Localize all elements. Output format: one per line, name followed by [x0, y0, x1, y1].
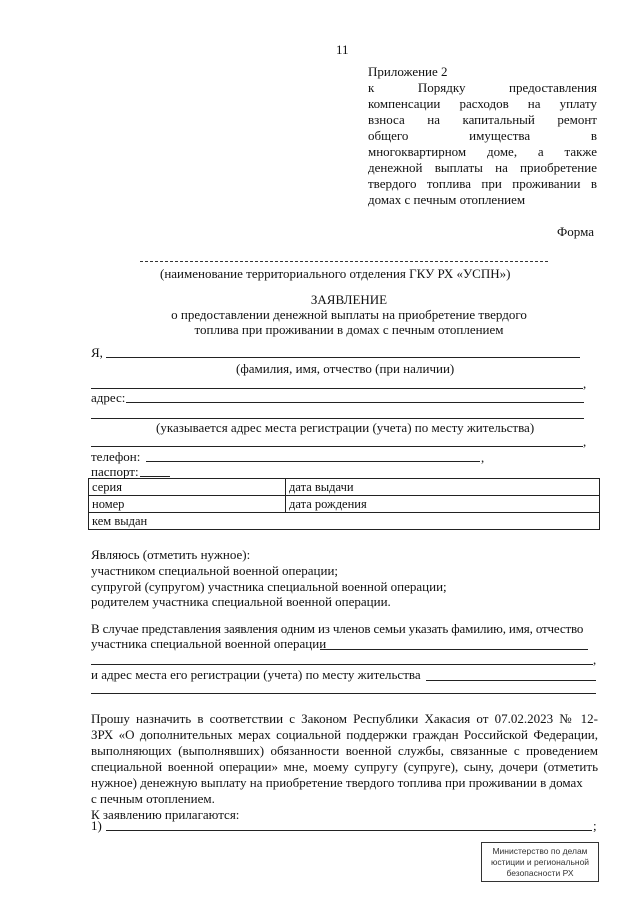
participant-address-field[interactable] [426, 680, 596, 681]
passport-label: паспорт: [91, 464, 139, 479]
i-label: Я, [91, 345, 103, 360]
request-line: специальной военной операции» мне, моему супругу (супруге), сыну, дочери (отметить [91, 759, 598, 774]
participant-name-field-continued[interactable] [91, 664, 593, 665]
comma: , [583, 434, 587, 449]
appendix-block [368, 64, 597, 208]
family-text: и адрес места его регистрации (учета) по месту жительства [91, 667, 421, 682]
issue-date-cell[interactable]: дата выдачи [286, 479, 600, 496]
participant-name-field[interactable] [320, 649, 588, 650]
status-heading: Являюсь (отметить нужное): [91, 547, 251, 562]
number-cell[interactable]: номер [89, 496, 286, 513]
page-number: 11 [336, 42, 349, 57]
status-option[interactable]: супругой (супругом) участника специальной военной операции; [91, 579, 447, 594]
address-field-continued[interactable] [91, 418, 584, 419]
ministry-stamp [481, 842, 599, 882]
participant-address-field-continued[interactable] [91, 693, 596, 694]
table-row [89, 513, 600, 530]
passport-table [88, 478, 600, 530]
request-line: с печным отоплением. [91, 791, 215, 806]
phone-field[interactable] [146, 461, 480, 462]
form-label: Форма [557, 224, 594, 239]
attachment-1-field[interactable] [106, 830, 592, 831]
fio-caption: (фамилия, имя, отчество (при наличии) [236, 361, 455, 376]
appendix-line: общего имущества в [368, 128, 597, 143]
table-row [89, 496, 600, 513]
request-line: ЗРХ «О дополнительных мерах социальной поддержки граждан Российской Федерации, [91, 727, 598, 742]
request-line: нужное) денежную выплату на приобретение твердого топлива при проживании в домах [91, 775, 583, 790]
family-text: В случае представления заявления одним из членов семьи указать фамилию, имя, отчество [91, 621, 584, 636]
table-row [89, 479, 600, 496]
org-name-field[interactable] [140, 261, 548, 262]
address-label: адрес: [91, 390, 126, 405]
appendix-line: домах с печным отоплением [368, 192, 526, 207]
address-caption: (указывается адрес места регистрации (учета) по месту жительства) [156, 420, 535, 435]
stamp-line: безопасности РХ [506, 868, 574, 878]
stamp-line: юстиции и региональной [490, 857, 590, 867]
issued-by-cell[interactable]: кем выдан [89, 513, 600, 530]
status-option[interactable]: родителем участника специальной военной операции. [91, 594, 391, 609]
appendix-line: твердого топлива при проживании в [368, 176, 597, 191]
statement-subtitle: топлива при проживании в домах с печным отоплением [194, 322, 504, 337]
appendix-title: Приложение 2 [368, 64, 448, 79]
passport-underline [140, 476, 170, 477]
request-line: выполняющих (выполнявших) обязанности военной службы, связанные с проведением [91, 743, 598, 758]
series-cell[interactable]: серия [89, 479, 286, 496]
comma: , [593, 652, 597, 667]
address-field[interactable] [126, 402, 584, 403]
appendix-line: многоквартирном доме, а также [368, 144, 597, 159]
status-option[interactable]: участником специальной военной операции; [91, 563, 339, 578]
request-paragraph [91, 711, 598, 823]
request-line: Прошу назначить в соответствии с Законом Республики Хакасия от 07.02.2023 № 12- [91, 711, 598, 726]
birth-date-cell[interactable]: дата рождения [286, 496, 600, 513]
statement-title: ЗАЯВЛЕНИЕ [310, 292, 388, 307]
attachment-item-number: 1) [91, 818, 102, 833]
appendix-line: к Порядку предоставления [368, 80, 597, 95]
fio-field-continued[interactable] [91, 388, 583, 389]
address-field-continued[interactable] [91, 446, 583, 447]
fio-field[interactable] [106, 357, 580, 358]
semicolon: ; [593, 818, 597, 833]
phone-label: телефон: [91, 449, 141, 464]
comma: , [583, 376, 587, 391]
family-text: участника специальной военной операции [91, 636, 327, 651]
statement-subtitle: о предоставлении денежной выплаты на приобретение твердого [171, 307, 527, 322]
stamp-line: Министерство по делам [492, 846, 588, 856]
attachments-label: К заявлению прилагаются: [91, 807, 240, 822]
appendix-line: взноса на капитальный ремонт [368, 112, 597, 127]
org-caption: (наименование территориального отделения ГКУ РХ «УСПН») [160, 266, 511, 281]
appendix-line: денежной выплаты на приобретение [368, 160, 597, 175]
appendix-line: компенсации расходов на уплату [368, 96, 597, 111]
comma: , [481, 450, 485, 465]
